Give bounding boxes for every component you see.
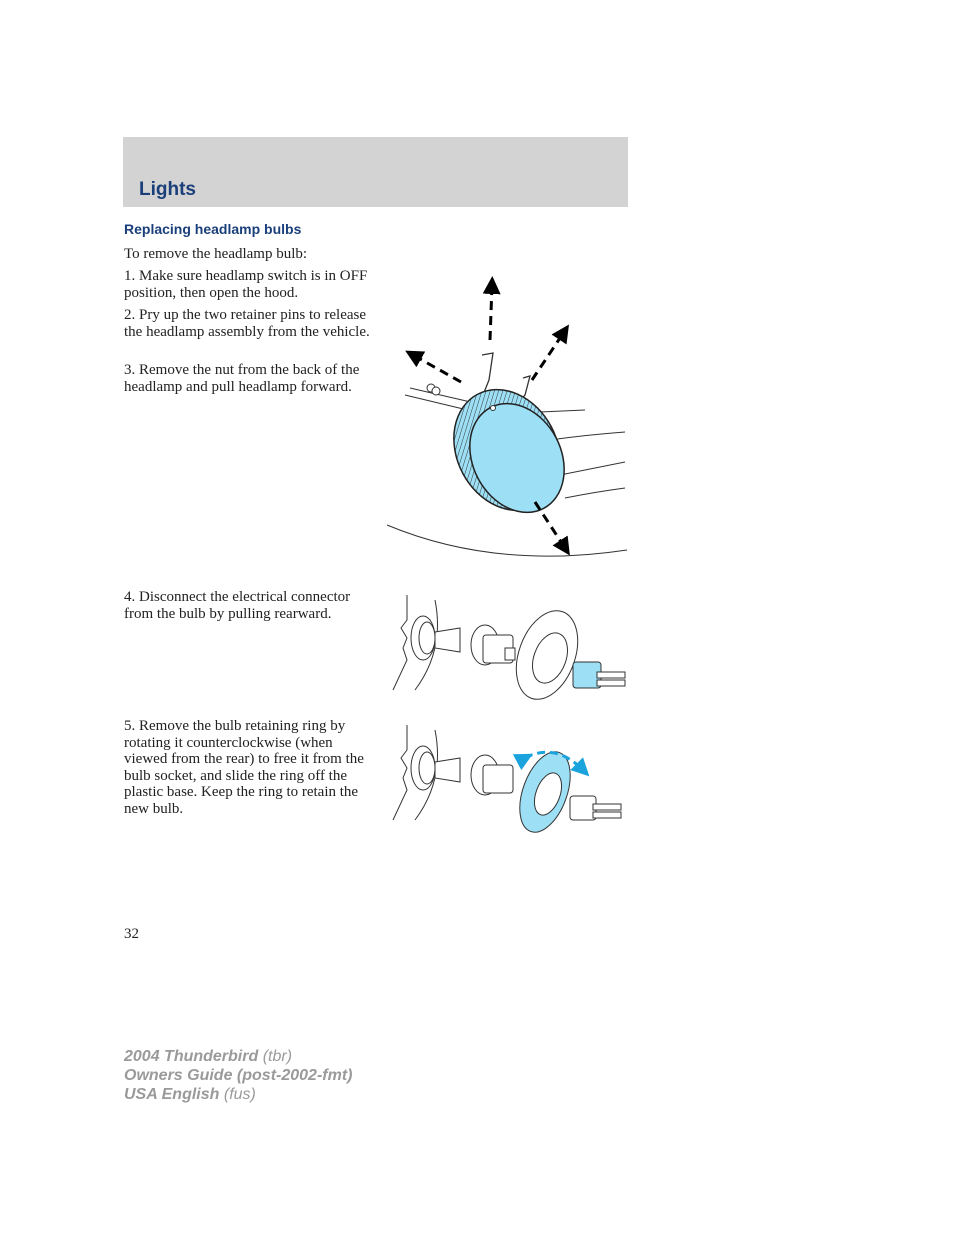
retaining-ring-rotation-figure — [385, 720, 633, 840]
footer-model-code: (tbr) — [262, 1048, 293, 1065]
headlamp-removal-figure — [385, 270, 630, 565]
document-footer — [124, 1047, 352, 1104]
step-2-text: 2. Pry up the two retainer pins to release the headlamp assembly from the vehicle. — [124, 307, 370, 340]
footer-language: USA English — [124, 1086, 220, 1103]
connector-disconnect-figure — [385, 590, 633, 705]
step-3-text: 3. Remove the nut from the back of the headlamp and pull headlamp forward. — [124, 362, 360, 395]
step-4-text: 4. Disconnect the electrical connector from the bulb by pulling rearward. — [124, 589, 351, 622]
section-header-band — [123, 137, 628, 207]
intro-text: To remove the headlamp bulb: — [124, 246, 308, 262]
footer-model: 2004 Thunderbird — [124, 1048, 259, 1065]
footer-guide: Owners Guide (post-2002-fmt) — [124, 1067, 353, 1084]
page-number: 32 — [124, 926, 139, 942]
section-title: Replacing headlamp bulbs — [124, 221, 302, 237]
step-5-text: 5. Remove the bulb retaining ring by rotating it counterclockwise (when viewed from the rear) to free it from the bulb socket, and slide the ring off the plastic base. Keep the ring to retain the new bulb. — [124, 718, 364, 817]
footer-language-code: (fus) — [223, 1086, 256, 1103]
step-1-text: 1. Make sure headlamp switch is in OFF position, then open the hood. — [124, 268, 368, 301]
page-title: Lights — [139, 179, 196, 200]
